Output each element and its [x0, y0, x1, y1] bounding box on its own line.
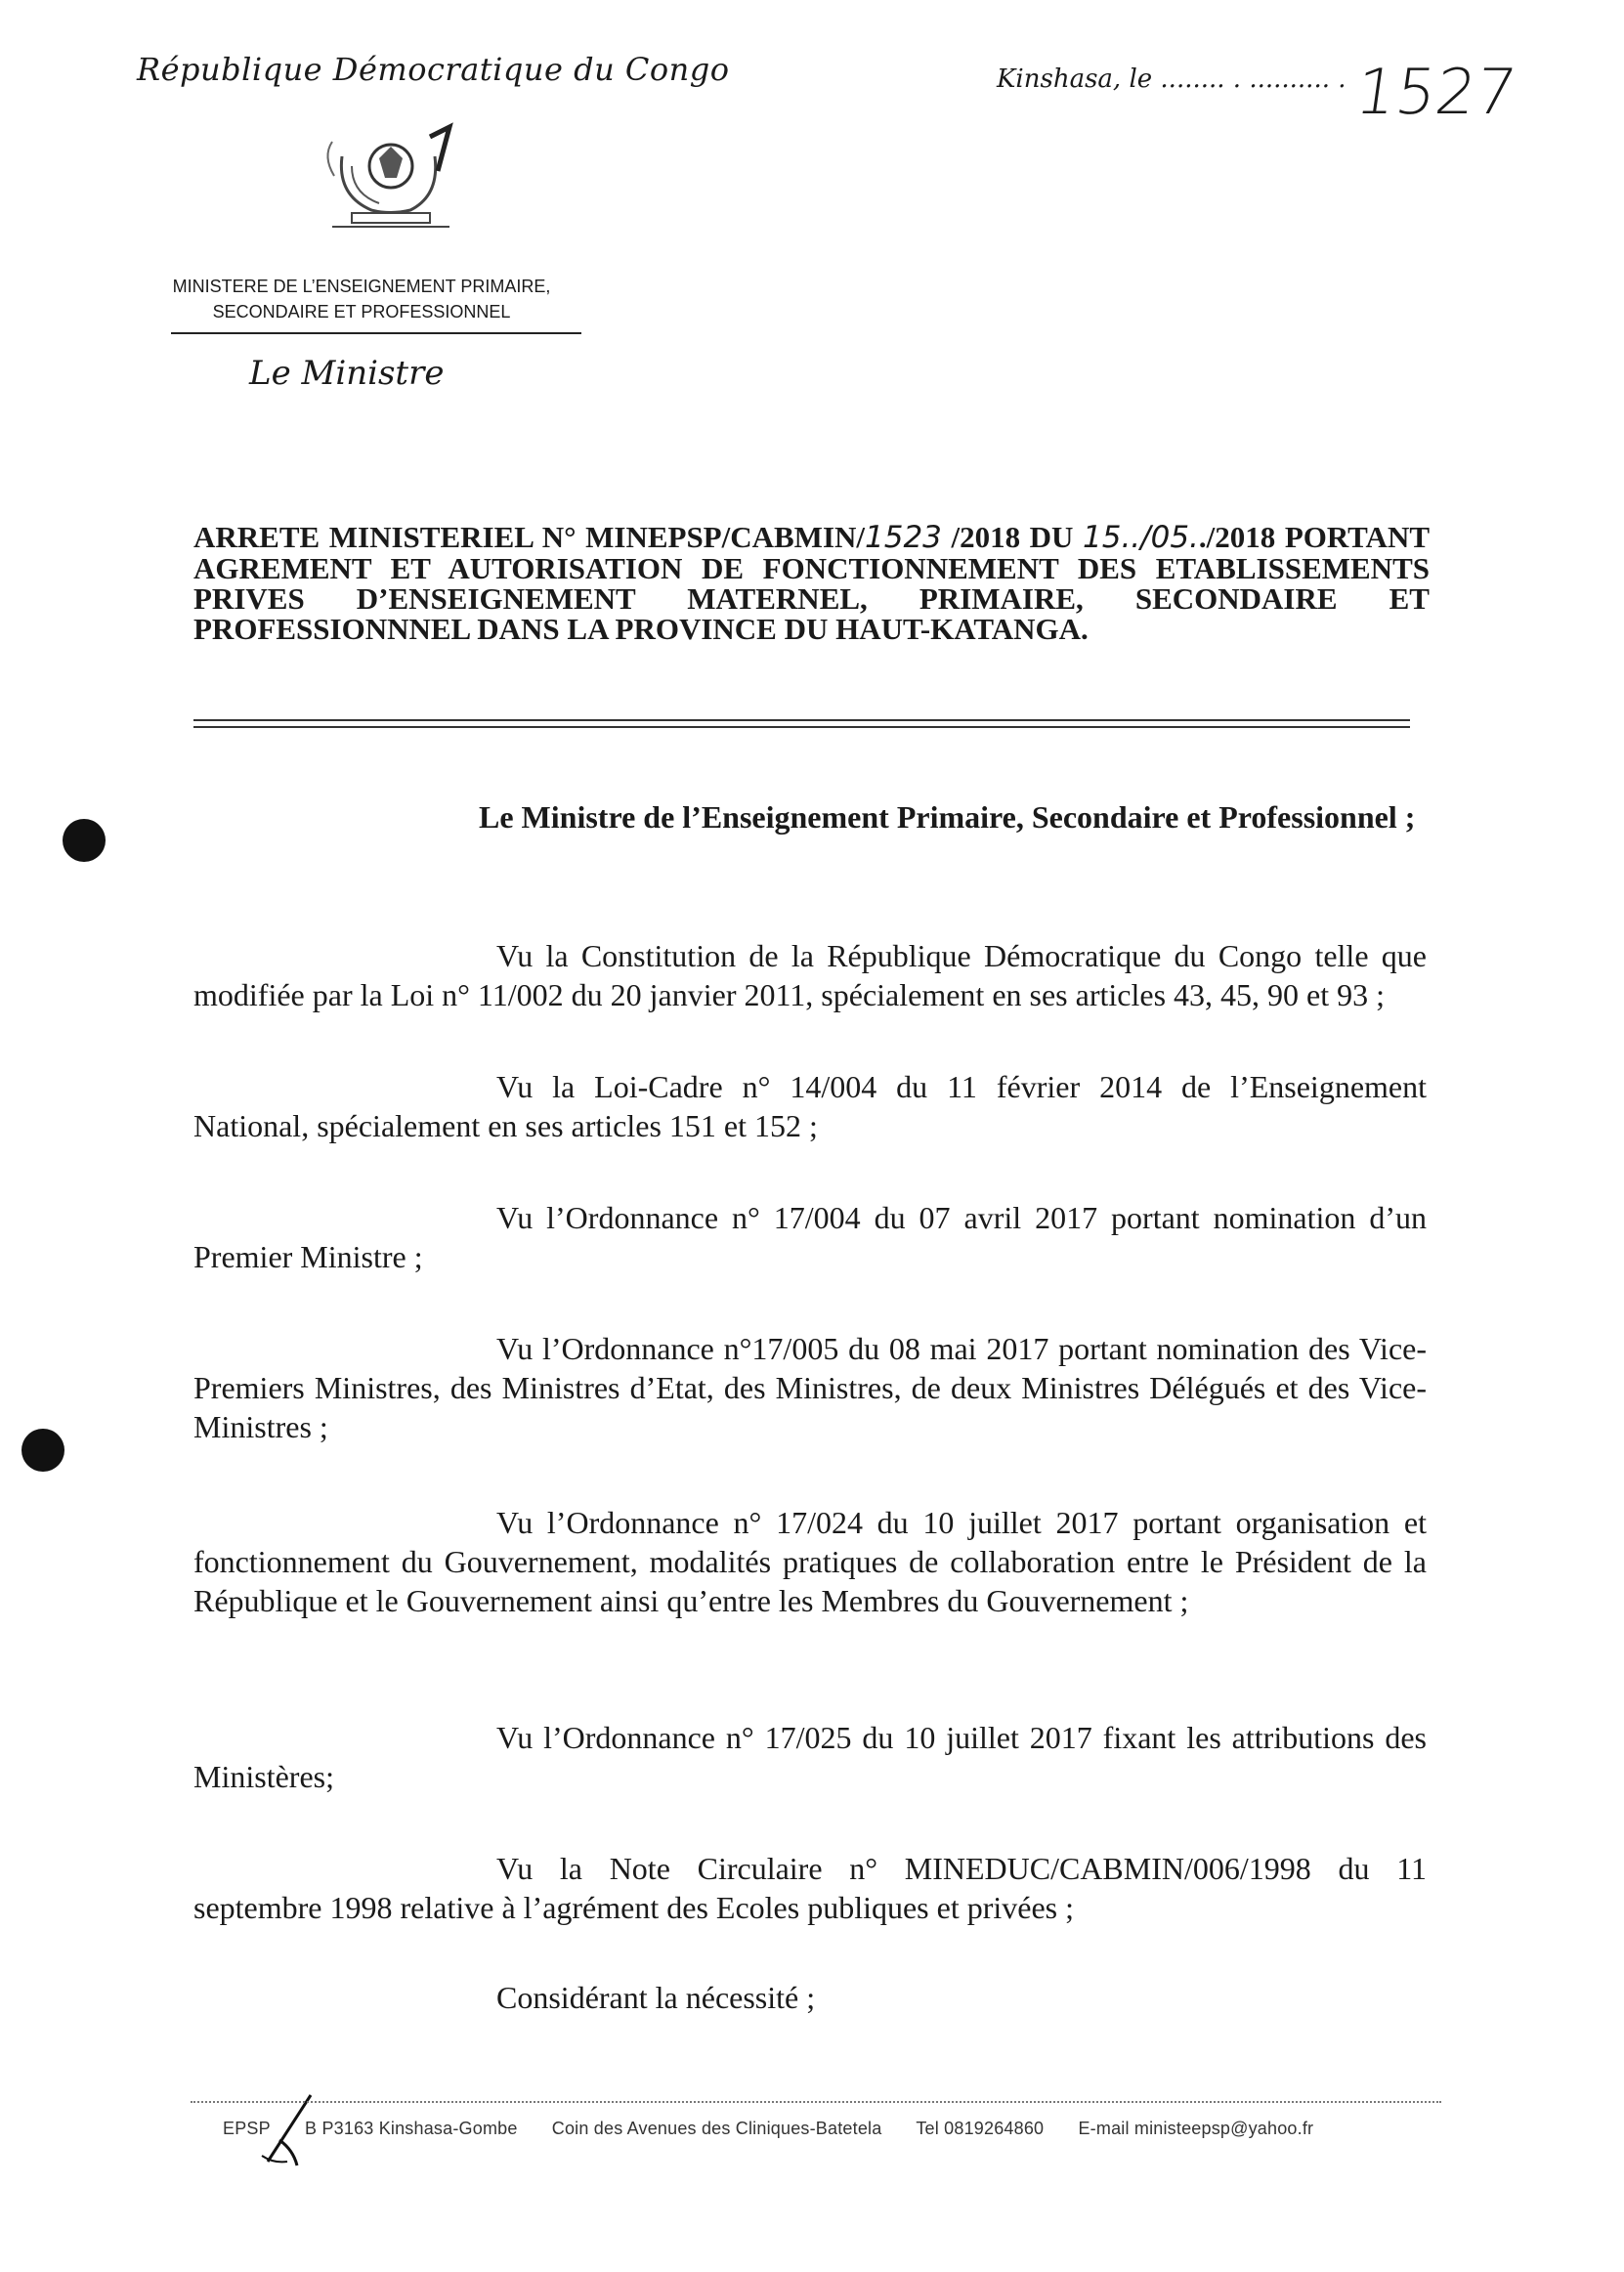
place-date: Kinshasa, le ........ . .......... . — [997, 64, 1346, 94]
title-double-rule — [193, 719, 1410, 728]
recital-ordonnance-17-024: Vu l’Ordonnance n° 17/024 du 10 juillet 2017 portant organisation et fonctionnement du Gouvernement, modalités pratiques de collaboration entre le Président de la République et le Gouvernement ainsi qu’entre les Membres du Gouvernement ; — [193, 1505, 1427, 1618]
footer-rule — [191, 2101, 1441, 2113]
punch-hole — [63, 819, 106, 862]
decree-title — [193, 522, 1430, 644]
preamble-text: Le Ministre de l’Enseignement Primaire, Secondaire et Professionnel ; — [479, 799, 1416, 835]
title-handwritten-date: 15../05. — [1083, 520, 1199, 555]
recital-note-circulaire: Vu la Note Circulaire n° MINEDUC/CABMIN/006/1998 du 11 septembre 1998 relative à l’agrément des Ecoles publiques et privées ; — [193, 1851, 1427, 1925]
footer-po-box: B P3163 Kinshasa-Gombe — [305, 2119, 518, 2138]
footer-contact — [223, 2119, 1376, 2139]
minister-heading: Le Ministre — [249, 354, 445, 393]
recital-ordonnance-17-025: Vu l’Ordonnance n° 17/025 du 10 juillet 2017 fixant les attributions des Ministères; — [193, 1720, 1427, 1794]
title-part-3: ./2018 PORTANT AGREMENT ET AUTORISATION DE FONCTIONNEMENT DES ETABLISSEMENTS PRIVES D’ENSEIGNEMENT MATERNEL, PRIMAIRE, SECONDAIRE ET PROFESSIONNNEL DANS LA PROVINCE DU HAUT-KATANGA. — [193, 520, 1431, 646]
ministry-underline — [171, 332, 581, 334]
recital-loi-cadre: Vu la Loi-Cadre n° 14/004 du 11 février 2014 de l’Enseignement National, spécialement en ses articles 151 et 152 ; — [193, 1069, 1427, 1143]
title-part-2: /2018 DU — [941, 520, 1083, 554]
punch-hole — [21, 1429, 64, 1472]
recital-constitution: Vu la Constitution de la République Démocratique du Congo telle que modifiée par la Loi n° 11/002 du 20 janvier 2011, spécialement en ses articles 43, 45, 90 et 93 ; — [193, 938, 1427, 1012]
footer-email: E-mail ministeepsp@yahoo.fr — [1078, 2119, 1314, 2138]
preamble — [193, 797, 1427, 836]
recital-ordonnance-17-004: Vu l’Ordonnance n° 17/004 du 07 avril 2017 portant nomination d’un Premier Ministre ; — [193, 1200, 1427, 1274]
footer-phone: Tel 0819264860 — [916, 2119, 1045, 2138]
handwritten-number: 1527 — [1350, 57, 1521, 129]
footer-org: EPSP — [223, 2119, 271, 2138]
title-handwritten-number: 1523 — [865, 520, 942, 555]
recital-considerant: Considérant la nécessité ; — [496, 1980, 816, 2015]
recital-ordonnance-17-005: Vu l’Ordonnance n°17/005 du 08 mai 2017 portant nomination des Vice-Premiers Ministres, des Ministres d’Etat, des Ministres, de deux Ministres Délégués et des Vice-Ministres ; — [193, 1331, 1427, 1444]
ministry-line-1: MINISTERE DE L’ENSEIGNEMENT PRIMAIRE, — [172, 277, 551, 296]
country-name: République Démocratique du Congo — [137, 51, 730, 88]
title-part-1: ARRETE MINISTERIEL N° MINEPSP/CABMIN/ — [193, 520, 866, 554]
ministry-name — [147, 274, 577, 324]
coat-of-arms-emblem — [313, 117, 469, 235]
footer-address: Coin des Avenues des Cliniques-Batetela — [551, 2119, 882, 2138]
ministry-line-2: SECONDAIRE ET PROFESSIONNEL — [212, 302, 511, 322]
